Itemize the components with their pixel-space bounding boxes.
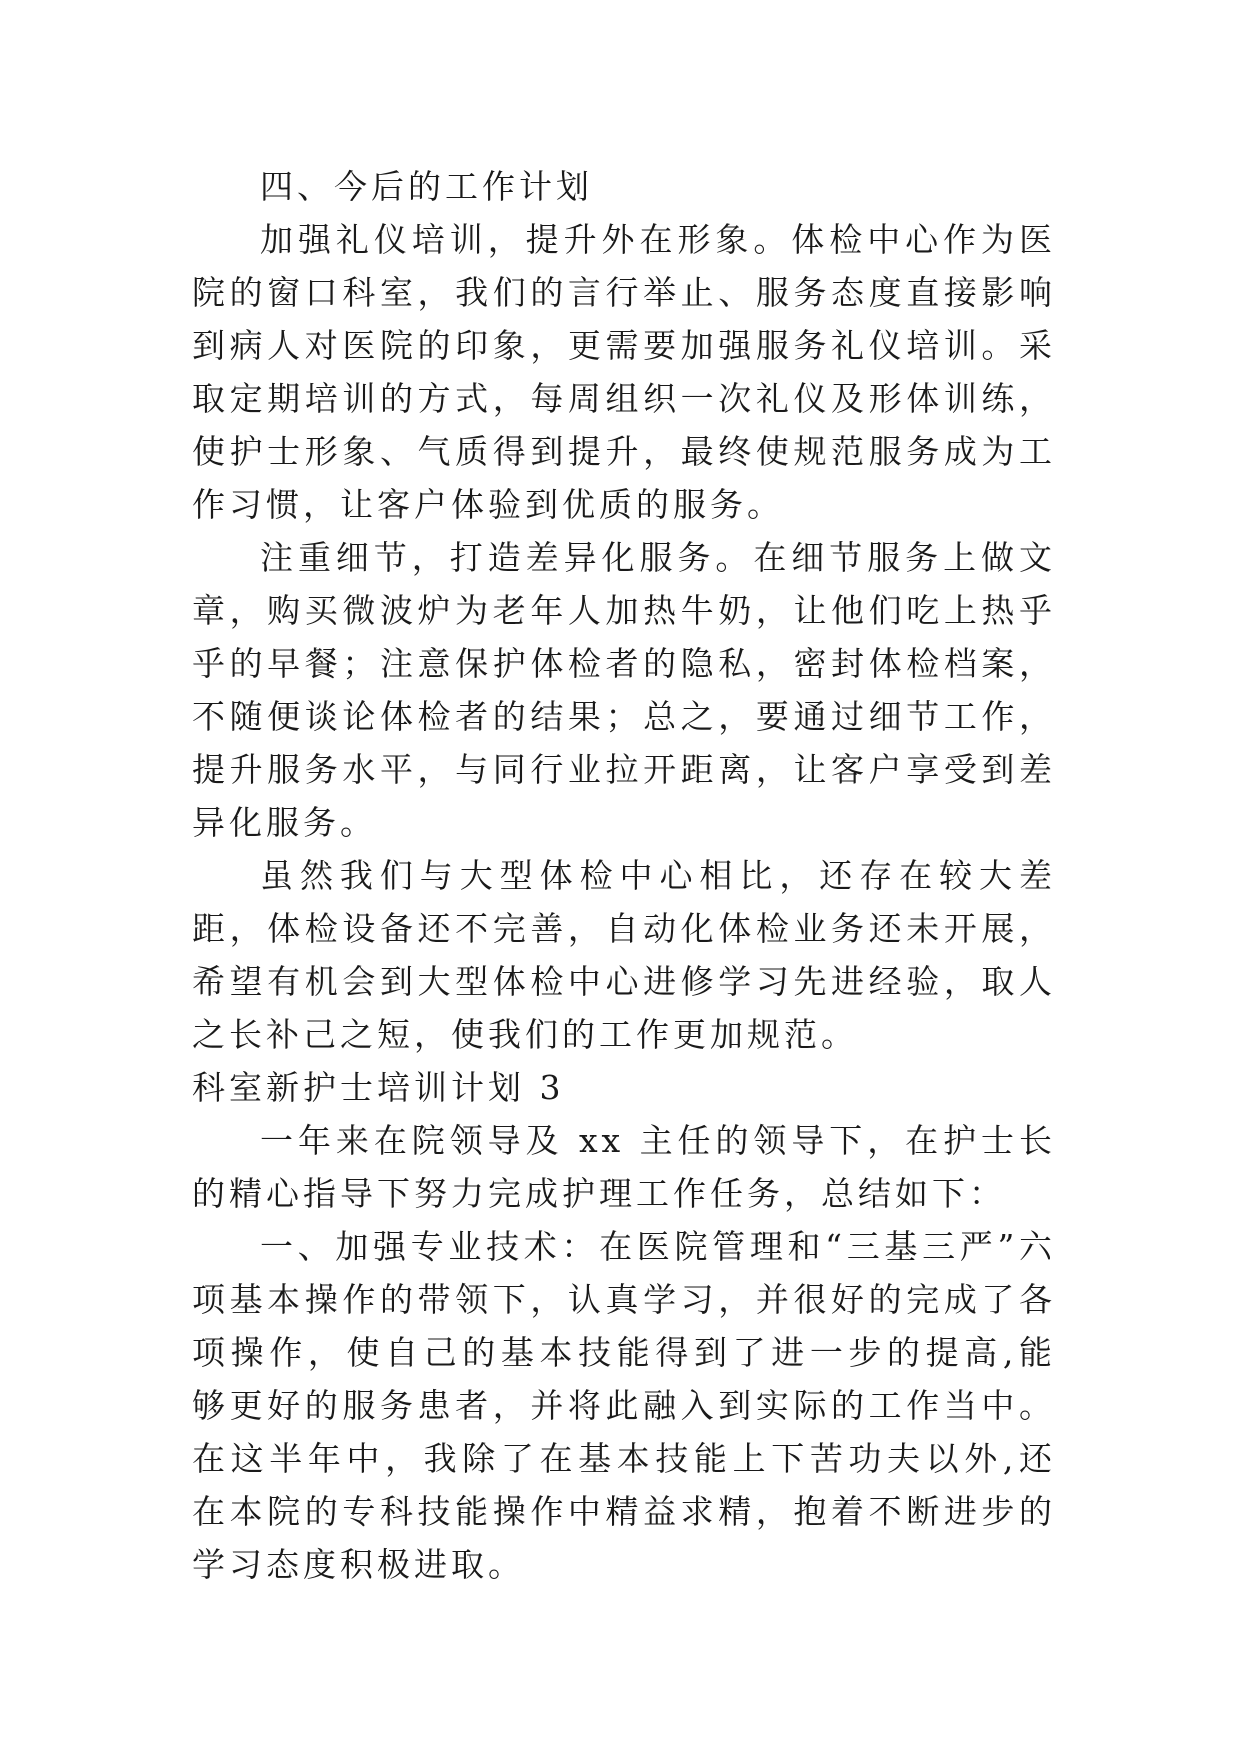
paragraph-professional-skills: 一、加强专业技术：在医院管理和“三基三严”六项基本操作的带领下，认真学习，并很好的完成了各项操作，使自己的基本技能得到了进一步的提高,能够更好的服务患者，并将此融入到实际的工作当中。在这半年中，我除了在基本技能上下苦功夫以外,还在本院的专科技能操作中精益求精，抱着不断进步的学习态度积极进取。 [192, 1227, 1056, 1584]
section-heading: 四、今后的工作计划 [260, 167, 593, 206]
paragraph-year-summary: 一年来在院领导及 xx 主任的领导下，在护士长的精心指导下努力完成护理工作任务，总结如下： [192, 1121, 1056, 1213]
paragraph-etiquette-training: 加强礼仪培训，提升外在形象。体检中心作为医院的窗口科室，我们的言行举止、服务态度直接影响到病人对医院的印象，更需要加强服务礼仪培训。采取定期培训的方式，每周组织一次礼仪及形体训练，使护士形象、气质得到提升，最终使规范服务成为工作习惯，让客户体验到优质的服务。 [192, 220, 1056, 524]
paragraph-gap-improvement: 虽然我们与大型体检中心相比，还存在较大差距，体检设备还不完善，自动化体检业务还未开展，希望有机会到大型体检中心进修学习先进经验，取人之长补己之短，使我们的工作更加规范。 [192, 856, 1056, 1054]
document-subtitle: 科室新护士培训计划 3 [192, 1068, 565, 1107]
paragraph-detail-service: 注重细节，打造差异化服务。在细节服务上做文章，购买微波炉为老年人加热牛奶，让他们吃上热乎乎的早餐；注意保护体检者的隐私，密封体检档案，不随便谈论体检者的结果；总之，要通过细节工作，提升服务水平，与同行业拉开距离，让客户享受到差异化服务。 [192, 538, 1056, 842]
document-body [192, 160, 1056, 1591]
